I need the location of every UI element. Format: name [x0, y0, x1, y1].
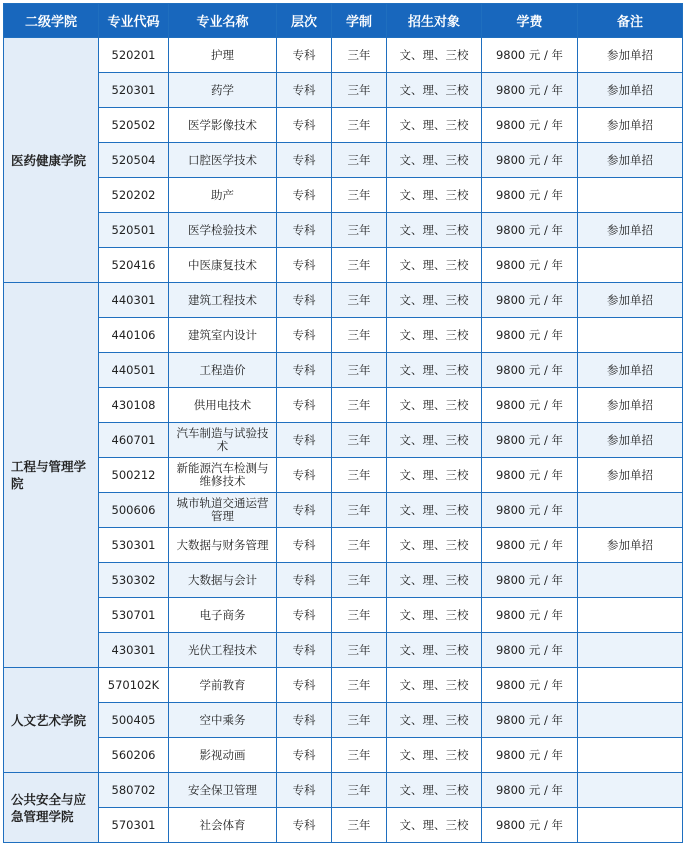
table-row	[4, 563, 683, 598]
cell-target: 文、理、三校	[387, 73, 482, 108]
cell-target: 文、理、三校	[387, 38, 482, 73]
cell-fee: 9800 元 / 年	[482, 143, 578, 178]
cell-fee: 9800 元 / 年	[482, 423, 578, 458]
cell-duration: 三年	[332, 283, 387, 318]
cell-duration: 三年	[332, 458, 387, 493]
cell-duration: 三年	[332, 38, 387, 73]
cell-duration: 三年	[332, 178, 387, 213]
cell-level: 专科	[277, 318, 332, 353]
table-row	[4, 248, 683, 283]
cell-target: 文、理、三校	[387, 458, 482, 493]
cell-fee: 9800 元 / 年	[482, 213, 578, 248]
cell-major: 护理	[169, 38, 277, 73]
cell-duration: 三年	[332, 563, 387, 598]
cell-fee: 9800 元 / 年	[482, 808, 578, 843]
cell-major: 新能源汽车检测与维修技术	[169, 458, 277, 493]
cell-fee: 9800 元 / 年	[482, 458, 578, 493]
cell-note	[578, 598, 683, 633]
cell-major: 医学检验技术	[169, 213, 277, 248]
table-row	[4, 493, 683, 528]
cell-duration: 三年	[332, 353, 387, 388]
cell-fee: 9800 元 / 年	[482, 178, 578, 213]
cell-target: 文、理、三校	[387, 213, 482, 248]
table-row	[4, 458, 683, 493]
table-row	[4, 178, 683, 213]
header-duration: 学制	[332, 4, 387, 38]
cell-major: 城市轨道交通运营管理	[169, 493, 277, 528]
cell-duration: 三年	[332, 423, 387, 458]
cell-fee: 9800 元 / 年	[482, 283, 578, 318]
cell-fee: 9800 元 / 年	[482, 73, 578, 108]
cell-code: 460701	[99, 423, 169, 458]
cell-target: 文、理、三校	[387, 703, 482, 738]
cell-level: 专科	[277, 738, 332, 773]
cell-major: 空中乘务	[169, 703, 277, 738]
cell-note: 参加单招	[578, 388, 683, 423]
cell-duration: 三年	[332, 668, 387, 703]
table-row	[4, 808, 683, 843]
cell-fee: 9800 元 / 年	[482, 108, 578, 143]
cell-level: 专科	[277, 143, 332, 178]
cell-level: 专科	[277, 178, 332, 213]
cell-duration: 三年	[332, 318, 387, 353]
table-row	[4, 668, 683, 703]
table-row	[4, 598, 683, 633]
cell-note: 参加单招	[578, 353, 683, 388]
cell-note	[578, 703, 683, 738]
cell-level: 专科	[277, 283, 332, 318]
cell-code: 520501	[99, 213, 169, 248]
cell-code: 530301	[99, 528, 169, 563]
cell-target: 文、理、三校	[387, 353, 482, 388]
cell-code: 440106	[99, 318, 169, 353]
cell-level: 专科	[277, 248, 332, 283]
cell-code: 430108	[99, 388, 169, 423]
cell-code: 520502	[99, 108, 169, 143]
table-row	[4, 143, 683, 178]
cell-code: 500212	[99, 458, 169, 493]
cell-major: 安全保卫管理	[169, 773, 277, 808]
cell-level: 专科	[277, 598, 332, 633]
cell-note: 参加单招	[578, 38, 683, 73]
cell-note	[578, 633, 683, 668]
cell-level: 专科	[277, 423, 332, 458]
cell-major: 助产	[169, 178, 277, 213]
cell-duration: 三年	[332, 388, 387, 423]
cell-duration: 三年	[332, 633, 387, 668]
cell-duration: 三年	[332, 738, 387, 773]
cell-major: 学前教育	[169, 668, 277, 703]
cell-note	[578, 808, 683, 843]
cell-target: 文、理、三校	[387, 493, 482, 528]
cell-target: 文、理、三校	[387, 108, 482, 143]
cell-major: 社会体育	[169, 808, 277, 843]
table-row	[4, 213, 683, 248]
table-row	[4, 423, 683, 458]
cell-target: 文、理、三校	[387, 248, 482, 283]
cell-code: 580702	[99, 773, 169, 808]
cell-college: 人文艺术学院	[4, 668, 99, 773]
cell-code: 500606	[99, 493, 169, 528]
cell-fee: 9800 元 / 年	[482, 563, 578, 598]
cell-level: 专科	[277, 493, 332, 528]
cell-target: 文、理、三校	[387, 283, 482, 318]
table-row	[4, 38, 683, 73]
cell-code: 520416	[99, 248, 169, 283]
cell-fee: 9800 元 / 年	[482, 703, 578, 738]
cell-note	[578, 563, 683, 598]
cell-major: 大数据与会计	[169, 563, 277, 598]
table-row	[4, 738, 683, 773]
table-row	[4, 773, 683, 808]
cell-college: 工程与管理学院	[4, 283, 99, 668]
cell-duration: 三年	[332, 248, 387, 283]
cell-fee: 9800 元 / 年	[482, 598, 578, 633]
cell-fee: 9800 元 / 年	[482, 353, 578, 388]
cell-target: 文、理、三校	[387, 143, 482, 178]
cell-note: 参加单招	[578, 213, 683, 248]
cell-code: 440501	[99, 353, 169, 388]
cell-level: 专科	[277, 458, 332, 493]
cell-fee: 9800 元 / 年	[482, 493, 578, 528]
table-row	[4, 108, 683, 143]
header-college: 二级学院	[4, 4, 99, 38]
cell-note	[578, 738, 683, 773]
cell-fee: 9800 元 / 年	[482, 38, 578, 73]
header-row	[4, 4, 683, 38]
cell-code: 430301	[99, 633, 169, 668]
table-row	[4, 353, 683, 388]
cell-target: 文、理、三校	[387, 388, 482, 423]
cell-code: 520504	[99, 143, 169, 178]
cell-level: 专科	[277, 38, 332, 73]
cell-note: 参加单招	[578, 73, 683, 108]
cell-target: 文、理、三校	[387, 423, 482, 458]
cell-duration: 三年	[332, 598, 387, 633]
cell-level: 专科	[277, 353, 332, 388]
cell-note	[578, 668, 683, 703]
cell-level: 专科	[277, 808, 332, 843]
cell-duration: 三年	[332, 808, 387, 843]
cell-code: 500405	[99, 703, 169, 738]
header-level: 层次	[277, 4, 332, 38]
cell-code: 520201	[99, 38, 169, 73]
cell-duration: 三年	[332, 493, 387, 528]
cell-target: 文、理、三校	[387, 598, 482, 633]
cell-major: 电子商务	[169, 598, 277, 633]
cell-note: 参加单招	[578, 423, 683, 458]
table-body	[4, 38, 683, 843]
cell-fee: 9800 元 / 年	[482, 773, 578, 808]
table-header	[4, 4, 683, 38]
cell-duration: 三年	[332, 108, 387, 143]
cell-note	[578, 493, 683, 528]
cell-level: 专科	[277, 388, 332, 423]
cell-duration: 三年	[332, 773, 387, 808]
cell-code: 570102K	[99, 668, 169, 703]
cell-level: 专科	[277, 773, 332, 808]
cell-note	[578, 773, 683, 808]
cell-target: 文、理、三校	[387, 528, 482, 563]
table-row	[4, 73, 683, 108]
table-row	[4, 703, 683, 738]
cell-fee: 9800 元 / 年	[482, 668, 578, 703]
cell-level: 专科	[277, 73, 332, 108]
header-code: 专业代码	[99, 4, 169, 38]
cell-target: 文、理、三校	[387, 178, 482, 213]
cell-college: 公共安全与应急管理学院	[4, 773, 99, 843]
cell-major: 影视动画	[169, 738, 277, 773]
cell-code: 570301	[99, 808, 169, 843]
cell-duration: 三年	[332, 703, 387, 738]
cell-major: 大数据与财务管理	[169, 528, 277, 563]
cell-note: 参加单招	[578, 458, 683, 493]
cell-note: 参加单招	[578, 528, 683, 563]
cell-note	[578, 248, 683, 283]
cell-fee: 9800 元 / 年	[482, 318, 578, 353]
cell-code: 520202	[99, 178, 169, 213]
cell-note	[578, 178, 683, 213]
cell-target: 文、理、三校	[387, 633, 482, 668]
cell-college: 医药健康学院	[4, 38, 99, 283]
table-row	[4, 283, 683, 318]
cell-code: 520301	[99, 73, 169, 108]
cell-fee: 9800 元 / 年	[482, 738, 578, 773]
cell-level: 专科	[277, 528, 332, 563]
header-major: 专业名称	[169, 4, 277, 38]
header-fee: 学费	[482, 4, 578, 38]
cell-major: 口腔医学技术	[169, 143, 277, 178]
cell-major: 建筑工程技术	[169, 283, 277, 318]
cell-major: 建筑室内设计	[169, 318, 277, 353]
cell-code: 530302	[99, 563, 169, 598]
cell-duration: 三年	[332, 528, 387, 563]
cell-note: 参加单招	[578, 283, 683, 318]
cell-target: 文、理、三校	[387, 668, 482, 703]
cell-target: 文、理、三校	[387, 563, 482, 598]
table-row	[4, 528, 683, 563]
cell-note: 参加单招	[578, 108, 683, 143]
cell-major: 药学	[169, 73, 277, 108]
header-note: 备注	[578, 4, 683, 38]
cell-fee: 9800 元 / 年	[482, 528, 578, 563]
cell-fee: 9800 元 / 年	[482, 388, 578, 423]
cell-major: 中医康复技术	[169, 248, 277, 283]
table-row	[4, 388, 683, 423]
cell-target: 文、理、三校	[387, 808, 482, 843]
cell-note: 参加单招	[578, 143, 683, 178]
cell-level: 专科	[277, 108, 332, 143]
cell-duration: 三年	[332, 213, 387, 248]
cell-code: 560206	[99, 738, 169, 773]
cell-code: 440301	[99, 283, 169, 318]
cell-major: 供用电技术	[169, 388, 277, 423]
cell-level: 专科	[277, 563, 332, 598]
cell-duration: 三年	[332, 73, 387, 108]
cell-fee: 9800 元 / 年	[482, 633, 578, 668]
cell-note	[578, 318, 683, 353]
cell-major: 汽车制造与试验技术	[169, 423, 277, 458]
cell-fee: 9800 元 / 年	[482, 248, 578, 283]
table-row	[4, 633, 683, 668]
cell-target: 文、理、三校	[387, 738, 482, 773]
cell-level: 专科	[277, 633, 332, 668]
cell-major: 工程造价	[169, 353, 277, 388]
cell-level: 专科	[277, 668, 332, 703]
cell-target: 文、理、三校	[387, 318, 482, 353]
cell-code: 530701	[99, 598, 169, 633]
cell-level: 专科	[277, 213, 332, 248]
cell-duration: 三年	[332, 143, 387, 178]
cell-target: 文、理、三校	[387, 773, 482, 808]
program-table	[3, 3, 683, 843]
header-target: 招生对象	[387, 4, 482, 38]
table-row	[4, 318, 683, 353]
cell-level: 专科	[277, 703, 332, 738]
cell-major: 光伏工程技术	[169, 633, 277, 668]
cell-major: 医学影像技术	[169, 108, 277, 143]
